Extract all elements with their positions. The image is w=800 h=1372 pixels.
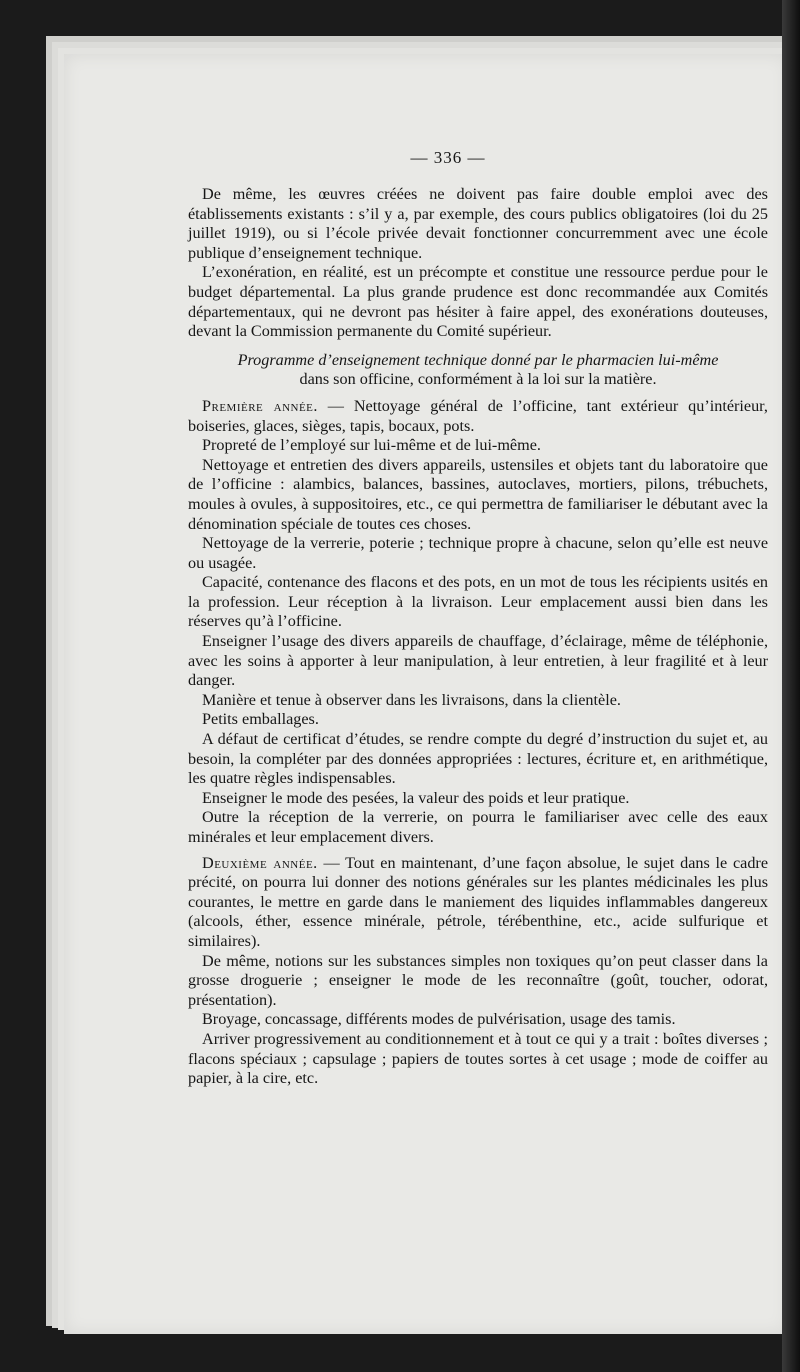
year2-paragraph: Arriver progressivement au conditionnement et à tout ce qui y a trait : boîtes diverses ; flacons spéciaux ; capsulage ; papiers de toutes sortes à cet usage ; mode de coiffer au papier, à la cire, etc. xyxy=(188,1029,768,1088)
year1-paragraph: Enseigner l’usage des divers appareils de chauffage, d’éclairage, même de téléphonie, avec les soins à apporter à leur manipulation, à leur entretien, à leur fragilité et à leur danger. xyxy=(188,632,768,690)
program-heading-line1: Programme d’enseignement technique donné par le pharmacien lui-même xyxy=(237,350,719,369)
year1-paragraph: Propreté de l’employé sur lui-même et de lui-même. xyxy=(202,436,541,455)
year1-paragraph: Petits emballages. xyxy=(202,710,319,729)
program-heading-line2: dans son officine, conformément à la loi sur la matière. xyxy=(299,370,657,389)
year2-label: Deuxième année. xyxy=(202,853,318,872)
page-body xyxy=(188,185,768,1089)
year1-paragraph: Nettoyage de la verrerie, poterie ; technique propre à chacune, selon qu’elle est neuve ou usagée. xyxy=(188,534,768,572)
year1-paragraph: Outre la réception de la verrerie, on pourra le familiariser avec celle des eaux minérales et leur emplacement divers. xyxy=(188,808,768,846)
year1-lead-paragraph xyxy=(188,397,768,436)
intro-paragraph-2: L’exonération, en réalité, est un précompte et constitue une ressource perdue pour le budget départemental. La plus grande prudence est donc recommandée aux Comités départementaux, qui ne devront pas hésiter à faire appel, des exonérations douteuses, devant la Commission permanente du Comité supérieur. xyxy=(188,263,768,341)
year2-paragraph: Broyage, concassage, différents modes de pulvérisation, usage des tamis. xyxy=(202,1010,676,1029)
year2-lead-paragraph xyxy=(188,854,768,952)
year1-paragraph: Capacité, contenance des flacons et des pots, en un mot de tous les récipients usités en la profession. Leur réception à la livraison. Leur emplacement aussi bien dans les réserves qu’à l’officine. xyxy=(188,573,768,631)
program-heading xyxy=(188,351,768,390)
year1-paragraph: Manière et tenue à observer dans les livraisons, dans la clientèle. xyxy=(202,690,621,709)
page-number: — 336 — xyxy=(410,148,486,167)
year1-paragraph: Nettoyage et entretien des divers appareils, ustensiles et objets tant du laboratoire que de l’officine : alambics, balances, bassines, autoclaves, mortiers, pilons, trébuchets, moules à ovules, à suppositoires, etc., ce qui permettra de familiariser le débutant avec la dénomination spéciale de toutes ces choses. xyxy=(188,455,768,533)
book-spine xyxy=(782,0,800,1372)
year1-paragraph: A défaut de certificat d’études, se rendre compte du degré d’instruction du sujet et, au besoin, la compléter par des données appropriées : lectures, écriture et, en arithmétique, les quatre règles indispensables. xyxy=(188,730,768,788)
year1-lead-text: — Nettoyage général de l’officine, tant extérieur qu’intérieur, boiseries, glaces, sièges, tapis, bocaux, pots. xyxy=(188,396,768,435)
intro-paragraph-1: De même, les œuvres créées ne doivent pas faire double emploi avec des établissements existants : s’il y a, par exemple, des cours publics obligatoires (loi du 25 juillet 1919), ou si l’école privée devait fonctionner concurremment avec une école publique d’enseignement technique. xyxy=(188,185,768,262)
year1-label: Première année. xyxy=(202,396,318,415)
year2-paragraph: De même, notions sur les substances simples non toxiques qu’on peut classer dans la grosse droguerie ; enseigner le mode de les reconnaître (goût, toucher, odorat, présentation). xyxy=(188,951,768,1009)
year1-paragraph: Enseigner le mode des pesées, la valeur des poids et leur pratique. xyxy=(202,788,630,807)
year2-lead-text: — Tout en maintenant, d’une façon absolue, le sujet dans le cadre précité, on pourra lui donner des notions générales sur les plantes médicinales les plus courantes, le mettre en garde dans le maniement des liquides inflammables dangereux (alcools, éther, essence minérale, pétrole, térébenthine, etc., acide sulfurique et similaires). xyxy=(188,853,769,950)
